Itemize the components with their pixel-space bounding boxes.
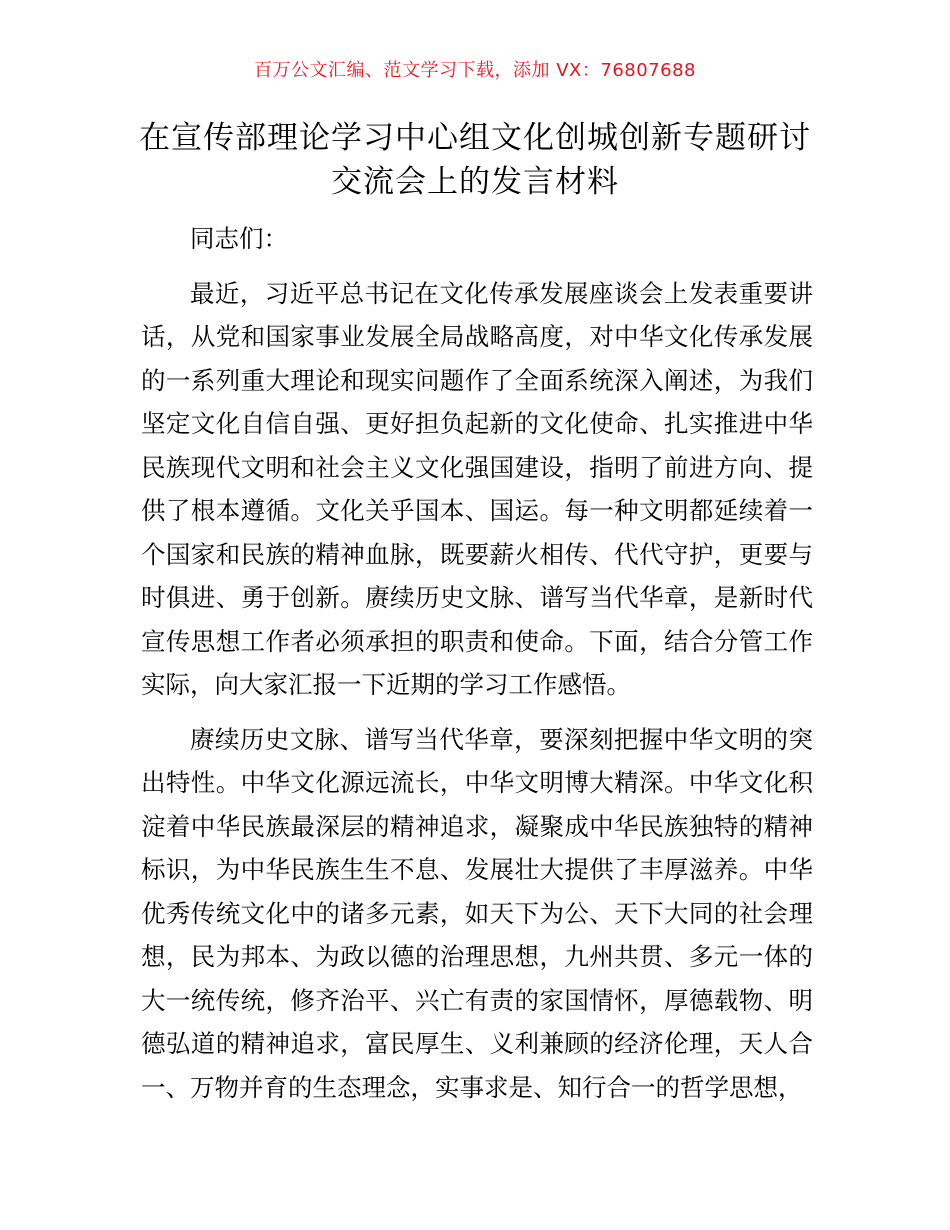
document-body xyxy=(141,217,813,1109)
paragraph-1: 最近，习近平总书记在文化传承发展座谈会上发表重要讲话，从党和国家事业发展全局战略高度，对中华文化传承发展的一系列重大理论和现实问题作了全面系统深入阐述，为我们坚定文化自信自强、更好担负起新的文化使命、扎实推进中华民族现代文明和社会主义文化强国建设，指明了前进方向、提供了根本遵循。文化关乎国本、国运。每一种文明都延续着一个国家和民族的精神血脉，既要薪火相传、代代守护，更要与时俱进、勇于创新。赓续历史文脉、谱写当代华章，是新时代宣传思想工作者必须承担的职责和使命。下面，结合分管工作实际，向大家汇报一下近期的学习工作感悟。 xyxy=(141,278,813,699)
document-title: 在宣传部理论学习中心组文化创城创新专题研讨交流会上的发言材料 xyxy=(139,120,811,200)
salutation: 同志们： xyxy=(190,224,288,253)
header-promo-note: 百万公文汇编、范文学习下载，添加 VX：76807688 xyxy=(254,60,696,81)
paragraph-2: 赓续历史文脉、谱写当代华章，要深刻把握中华文明的突出特性。中华文化源远流长，中华文明博大精深。中华文化积淀着中华民族最深层的精神追求，凝聚成中华民族独特的精神标识，为中华民族生生不息、发展壮大提供了丰厚滋养。中华优秀传统文化中的诸多元素，如天下为公、天下大同的社会理想，民为邦本、为政以德的治理思想，九州共贯、多元一体的大一统传统，修齐治平、兴亡有责的家国情怀，厚德载物、明德弘道的精神追求，富民厚生、义利兼顾的经济伦理，天人合一、万物并育的生态理念，实事求是、知行合一的哲学思想， xyxy=(141,724,813,1102)
